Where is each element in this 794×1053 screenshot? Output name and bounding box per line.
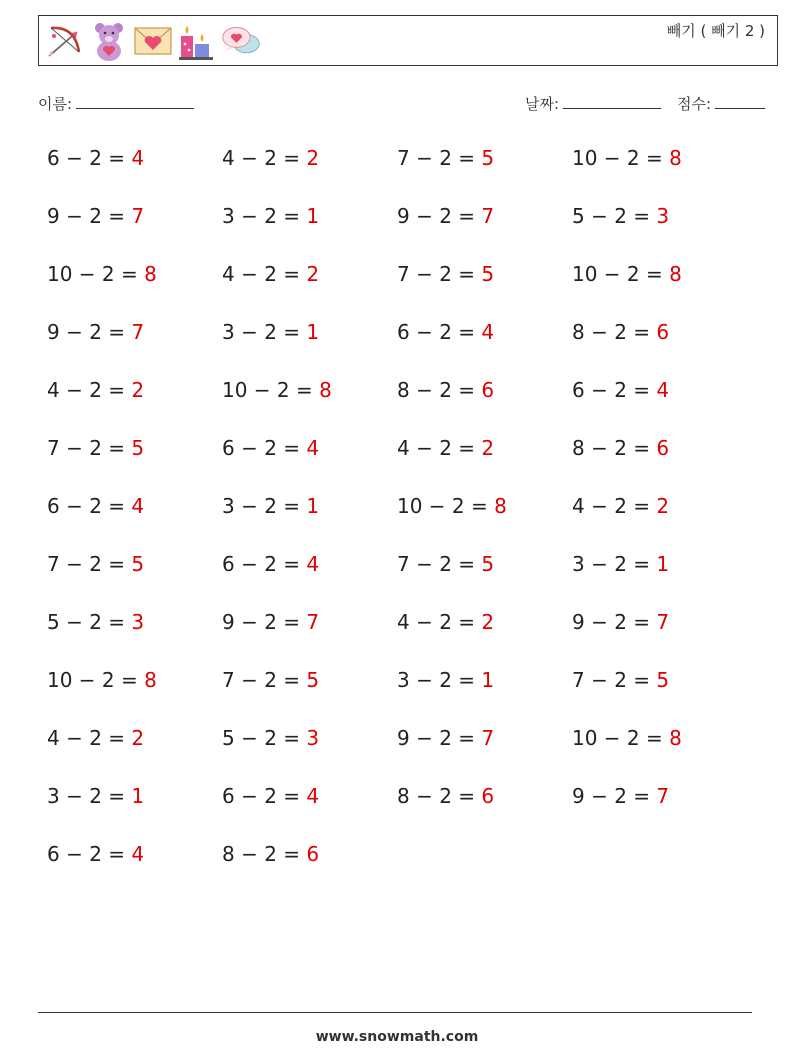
problem-answer: 1	[131, 784, 145, 808]
problem-item	[572, 436, 669, 460]
problem-question: 3 − 2 =	[222, 320, 307, 344]
problem-question: 5 − 2 =	[47, 610, 132, 634]
problem-question: 8 − 2 =	[397, 784, 482, 808]
problem-item	[47, 494, 144, 518]
problem-item	[47, 204, 144, 228]
problem-item	[222, 784, 319, 808]
problem-question: 10 − 2 =	[572, 262, 670, 286]
problem-question: 9 − 2 =	[572, 784, 657, 808]
header-icons	[45, 20, 261, 62]
problem-answer: 7	[481, 726, 495, 750]
date-field	[525, 92, 661, 114]
problem-item	[222, 552, 319, 576]
problem-answer: 8	[669, 726, 682, 750]
problem-answer: 8	[494, 494, 507, 518]
problem-item	[397, 610, 494, 634]
problem-answer: 5	[481, 552, 495, 576]
problem-answer: 5	[481, 146, 495, 170]
problem-answer: 4	[131, 842, 145, 866]
problem-question: 9 − 2 =	[47, 204, 132, 228]
problem-question: 10 − 2 =	[47, 668, 145, 692]
problem-answer: 6	[306, 842, 320, 866]
problem-question: 7 − 2 =	[222, 668, 307, 692]
problem-answer: 1	[656, 552, 670, 576]
problem-question: 6 − 2 =	[572, 378, 657, 402]
problem-answer: 7	[131, 320, 145, 344]
problem-question: 6 − 2 =	[222, 552, 307, 576]
problem-answer: 8	[669, 146, 682, 170]
problem-item	[572, 726, 682, 750]
problem-item	[572, 668, 669, 692]
problem-question: 10 − 2 =	[47, 262, 145, 286]
problem-item	[572, 610, 669, 634]
problem-question: 7 − 2 =	[47, 552, 132, 576]
problem-answer: 2	[131, 726, 145, 750]
problem-answer: 1	[306, 494, 320, 518]
problem-question: 8 − 2 =	[222, 842, 307, 866]
problem-answer: 7	[131, 204, 145, 228]
footer-divider	[38, 1012, 752, 1013]
problem-answer: 8	[669, 262, 682, 286]
problem-question: 4 − 2 =	[397, 610, 482, 634]
problem-answer: 2	[306, 262, 320, 286]
problem-question: 4 − 2 =	[397, 436, 482, 460]
love-letter-icon	[133, 20, 173, 62]
worksheet-title: 빼기 ( 빼기 2 )	[666, 22, 765, 40]
problem-item	[222, 494, 319, 518]
problem-answer: 2	[131, 378, 145, 402]
bow-and-arrow-icon	[45, 20, 85, 62]
problem-item	[222, 668, 319, 692]
problem-answer: 5	[131, 552, 145, 576]
problem-answer: 5	[306, 668, 320, 692]
problem-question: 7 − 2 =	[397, 262, 482, 286]
problem-item	[397, 436, 494, 460]
problem-question: 4 − 2 =	[222, 262, 307, 286]
problem-item	[47, 146, 144, 170]
problem-answer: 4	[656, 378, 670, 402]
problem-answer: 1	[306, 204, 320, 228]
problem-item	[397, 552, 494, 576]
problem-question: 4 − 2 =	[222, 146, 307, 170]
problem-question: 5 − 2 =	[572, 204, 657, 228]
problem-question: 4 − 2 =	[572, 494, 657, 518]
problem-question: 6 − 2 =	[47, 494, 132, 518]
problem-item	[222, 378, 332, 402]
problem-item	[47, 436, 144, 460]
problem-question: 3 − 2 =	[572, 552, 657, 576]
name-label: 이름:	[38, 95, 73, 113]
problem-answer: 6	[656, 320, 670, 344]
problem-item	[572, 320, 669, 344]
heart-speech-bubbles-icon	[221, 20, 261, 62]
problem-item	[572, 552, 669, 576]
problem-item	[572, 262, 682, 286]
problem-item	[572, 146, 682, 170]
problem-item	[47, 610, 144, 634]
problem-item	[222, 262, 319, 286]
problem-answer: 2	[656, 494, 670, 518]
problem-question: 3 − 2 =	[222, 204, 307, 228]
problem-answer: 4	[306, 436, 320, 460]
problem-item	[47, 784, 144, 808]
problem-question: 8 − 2 =	[397, 378, 482, 402]
date-label: 날짜:	[525, 95, 560, 113]
problem-item	[47, 262, 157, 286]
problem-question: 9 − 2 =	[222, 610, 307, 634]
problem-item	[572, 494, 669, 518]
problem-question: 6 − 2 =	[47, 146, 132, 170]
score-label: 점수:	[677, 95, 712, 113]
problem-question: 6 − 2 =	[222, 436, 307, 460]
problem-question: 3 − 2 =	[397, 668, 482, 692]
problem-item	[47, 668, 157, 692]
problem-item	[397, 726, 494, 750]
problem-question: 10 − 2 =	[572, 726, 670, 750]
problem-answer: 4	[131, 146, 145, 170]
problem-answer: 4	[481, 320, 495, 344]
problem-question: 10 − 2 =	[222, 378, 320, 402]
problem-answer: 4	[306, 784, 320, 808]
problem-question: 9 − 2 =	[47, 320, 132, 344]
problem-answer: 5	[481, 262, 495, 286]
problem-answer: 6	[481, 378, 495, 402]
problem-question: 8 − 2 =	[572, 320, 657, 344]
problem-item	[397, 146, 494, 170]
problem-item	[222, 610, 319, 634]
problem-item	[222, 204, 319, 228]
problem-item	[222, 436, 319, 460]
problem-answer: 7	[481, 204, 495, 228]
problem-item	[222, 320, 319, 344]
problem-item	[47, 552, 144, 576]
problem-question: 9 − 2 =	[572, 610, 657, 634]
problem-answer: 5	[131, 436, 145, 460]
problem-item	[222, 146, 319, 170]
problem-question: 7 − 2 =	[397, 552, 482, 576]
problem-question: 4 − 2 =	[47, 378, 132, 402]
problem-question: 9 − 2 =	[397, 204, 482, 228]
problem-question: 4 − 2 =	[47, 726, 132, 750]
candles-icon	[177, 20, 217, 62]
problem-item	[222, 726, 319, 750]
problem-item	[397, 668, 494, 692]
problem-item	[572, 784, 669, 808]
problem-answer: 7	[306, 610, 320, 634]
problem-answer: 1	[306, 320, 320, 344]
problem-answer: 5	[656, 668, 670, 692]
problem-item	[47, 726, 144, 750]
problem-item	[397, 320, 494, 344]
problem-question: 6 − 2 =	[222, 784, 307, 808]
problem-item	[572, 378, 669, 402]
problem-item	[397, 378, 494, 402]
problem-answer: 2	[481, 610, 495, 634]
problem-answer: 6	[481, 784, 495, 808]
problem-item	[47, 842, 144, 866]
problem-item	[397, 494, 507, 518]
problem-question: 6 − 2 =	[397, 320, 482, 344]
problem-answer: 3	[306, 726, 320, 750]
problem-question: 10 − 2 =	[572, 146, 670, 170]
problem-question: 8 − 2 =	[572, 436, 657, 460]
problem-question: 7 − 2 =	[572, 668, 657, 692]
date-blank	[563, 92, 661, 109]
problem-question: 3 − 2 =	[47, 784, 132, 808]
problem-question: 10 − 2 =	[397, 494, 495, 518]
worksheet-header	[38, 15, 778, 66]
problem-item	[397, 204, 494, 228]
problem-question: 7 − 2 =	[47, 436, 132, 460]
problem-answer: 6	[656, 436, 670, 460]
problem-answer: 8	[144, 262, 157, 286]
score-field	[677, 92, 765, 114]
problem-item	[572, 204, 669, 228]
problem-question: 6 − 2 =	[47, 842, 132, 866]
problem-answer: 3	[656, 204, 670, 228]
problem-item	[222, 842, 319, 866]
teddy-bear-icon	[89, 20, 129, 62]
problem-answer: 8	[319, 378, 332, 402]
footer-url: www.snowmath.com	[315, 1029, 479, 1045]
problem-question: 9 − 2 =	[397, 726, 482, 750]
name-field	[38, 92, 194, 114]
problem-item	[397, 784, 494, 808]
problem-answer: 2	[306, 146, 320, 170]
problem-answer: 7	[656, 784, 670, 808]
problem-answer: 1	[481, 668, 495, 692]
score-blank	[715, 92, 765, 109]
problem-answer: 7	[656, 610, 670, 634]
problem-item	[47, 378, 144, 402]
problem-answer: 3	[131, 610, 145, 634]
problem-question: 3 − 2 =	[222, 494, 307, 518]
problem-item	[47, 320, 144, 344]
problem-answer: 4	[131, 494, 145, 518]
name-blank	[76, 92, 194, 109]
problem-answer: 8	[144, 668, 157, 692]
problem-question: 7 − 2 =	[397, 146, 482, 170]
problem-item	[397, 262, 494, 286]
problem-question: 5 − 2 =	[222, 726, 307, 750]
problem-answer: 4	[306, 552, 320, 576]
problem-answer: 2	[481, 436, 495, 460]
